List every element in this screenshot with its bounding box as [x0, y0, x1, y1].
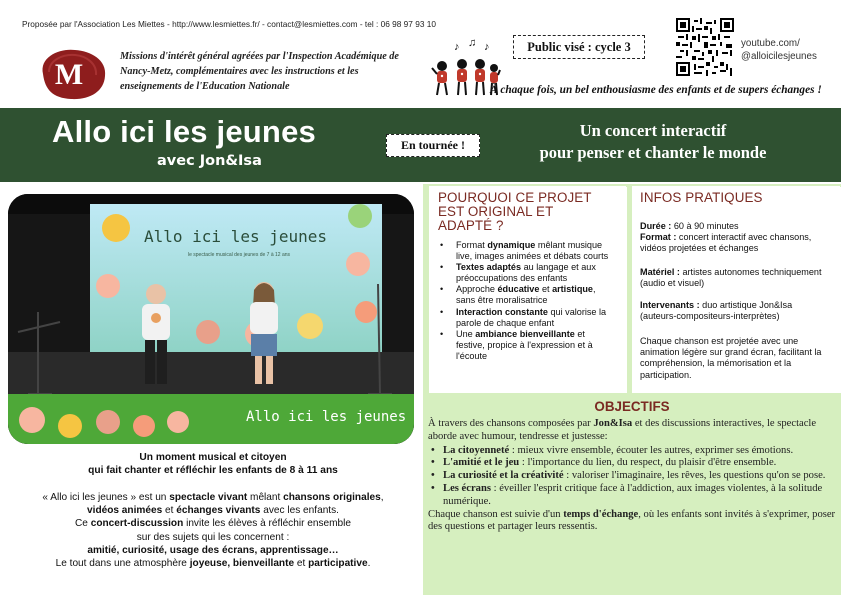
qr-code-icon	[676, 18, 734, 76]
screen-subtitle: le spectacle musical des jeunes de 7 à 12 ans	[188, 252, 291, 258]
item-text: au langage et aux préoccupations des enfants	[456, 262, 596, 284]
front-banner-text: Allo ici les jeunes	[246, 409, 407, 425]
infos-heading: INFOS PRATIQUES	[640, 190, 763, 205]
concert-line-1: Un concert interactif	[579, 121, 727, 140]
format-value: concert interactif avec chansons, vidéos projetées et échanges	[640, 232, 812, 254]
pitch-p4: sur des sujets qui les concernent :	[136, 531, 290, 543]
pitch-p2-a: vidéos animées	[87, 505, 163, 517]
pitch-p6-e: .	[367, 558, 371, 570]
tagline: À chaque fois, un bel enthousiasme des enfants et de supers échanges !	[490, 84, 822, 96]
svg-text:♪: ♪	[454, 41, 460, 53]
objectif-label: La curiosité et la créativité	[443, 470, 564, 482]
pitch-p6-b: joyeuse, bienveillante	[189, 558, 295, 570]
duree-label: Durée :	[640, 221, 672, 231]
item-bold: Interaction constante	[456, 306, 548, 317]
tour-badge: En tournée !	[386, 134, 480, 157]
list-item	[440, 240, 612, 262]
show-title: Allo ici les jeunes	[52, 114, 316, 149]
pitch-p6	[10, 557, 416, 570]
pitch-p6-a: Le tout dans une atmosphère	[55, 558, 190, 570]
contact-line: Proposée par l'Association Les Miettes - http://www.lesmiettes.fr/ - contact@lesmiettes.com - tel : 06 98 97 93 10	[22, 19, 436, 29]
stage-photo	[8, 194, 414, 444]
objectif-text: : éveiller l'esprit critique face à l'addiction, aux images violentes, à la solitude numérique.	[443, 482, 823, 507]
item-text: , sans être moralisatrice	[456, 284, 596, 306]
objectif-text: : mieux vivre ensemble, écouter les autres, exprimer ses émotions.	[509, 444, 794, 456]
pitch-p1	[10, 491, 416, 504]
item-text: mêlant musique live, images animées et débats courts	[456, 240, 609, 262]
intro-a: À travers des chansons composées par	[428, 418, 594, 429]
pitch-p5	[10, 544, 416, 557]
pitch-p2-d: avec les enfants.	[260, 505, 339, 517]
item-bold: éducative	[497, 284, 540, 295]
item-bold: dynamique	[487, 240, 536, 250]
infos-format	[640, 232, 830, 254]
intervenants-value: duo artistique Jon&Isa (auteurs-compositeurs-interprètes)	[640, 300, 793, 322]
concert-line-2: pour penser et chanter le monde	[539, 143, 767, 162]
outro-a: Chaque chanson est suivie d'un	[428, 508, 564, 520]
public-badge: Public visé : cycle 3	[513, 35, 645, 59]
list-item	[428, 483, 838, 509]
list-item	[428, 457, 838, 470]
youtube-link[interactable]	[741, 38, 817, 63]
infos-materiel	[640, 267, 830, 289]
intro-b: Jon&Isa	[593, 418, 633, 429]
infos-intervenants	[640, 300, 830, 322]
list-item	[440, 284, 612, 306]
materiel-value: artistes autonomes techniquement (audio et visuel)	[640, 267, 822, 289]
pitch-p1-c: mêlant	[247, 492, 284, 503]
pitch-p1-d: chansons originales	[283, 492, 381, 503]
logo-blob-icon	[31, 46, 109, 102]
stage-scene-illustration	[8, 194, 414, 444]
list-item	[428, 445, 838, 458]
item-bold: artistique	[552, 284, 593, 295]
objectifs-body	[428, 418, 838, 534]
missions-text: Missions d'intérêt général agréées par l'Inspection Académique de Nancy-Metz, complémentaires avec les instructions et les enseignements de l'Education Nationale	[120, 51, 399, 92]
youtube-line-1: youtube.com/	[741, 38, 800, 49]
item-text: qui valorise la parole de chaque enfant	[456, 306, 607, 328]
item-bold: ambiance bienveillante	[475, 328, 575, 339]
svg-text:♫: ♫	[468, 38, 477, 49]
pourquoi-list	[440, 240, 612, 362]
svg-text:♪: ♪	[484, 41, 490, 53]
objectif-text: : l'importance du lien, du respect, du plaisir d'être ensemble.	[519, 457, 777, 469]
infos-duree-format	[640, 221, 830, 255]
pitch-p2	[10, 504, 416, 517]
pitch-line-2: qui fait chanter et réfléchir les enfants de 8 à 11 ans	[88, 465, 338, 476]
screen-title: Allo ici les jeunes	[144, 227, 328, 246]
pitch-p3	[10, 517, 416, 530]
item-text: Une	[456, 328, 476, 339]
list-item	[440, 307, 612, 329]
list-item	[440, 329, 612, 362]
list-item	[428, 470, 838, 483]
pitch-p5-text: amitié, curiosité, usage des écrans, apprentissage…	[87, 544, 339, 556]
format-label: Format :	[640, 232, 677, 243]
item-text: et	[539, 284, 553, 295]
objectifs-outro	[428, 509, 838, 535]
objectif-label: L'amitié et le jeu	[443, 457, 520, 469]
list-item	[440, 262, 612, 284]
pitch-p1-b: spectacle vivant	[169, 492, 248, 503]
outro-c: , où les enfants sont invités à s'exprimer, poser des questions et partager leurs ressentis.	[428, 508, 836, 533]
pitch-p2-c: échanges vivants	[176, 505, 261, 517]
pitch-p6-d: participative	[308, 558, 368, 570]
pitch-p1-a: « Allo ici les jeunes » est un	[42, 492, 170, 503]
qr-code[interactable]	[676, 18, 734, 76]
objectifs-list	[428, 445, 838, 509]
intro-c: et des discussions interactives, le spectacle aborde avec humour, tendresse et justesse:	[428, 418, 817, 442]
item-bold: Textes adaptés	[456, 262, 522, 273]
logo-letter: M	[54, 58, 84, 91]
association-logo	[31, 46, 109, 102]
objectif-text: : valoriser l'imaginaire, les rêves, les questions qu'on se pose.	[563, 470, 826, 482]
objectifs-intro	[428, 418, 838, 444]
item-text: Format	[456, 240, 488, 250]
pitch-line-1: Un moment musical et citoyen	[139, 452, 287, 463]
objectif-label: Les écrans	[443, 482, 491, 494]
concert-headline	[498, 120, 808, 164]
objectifs-heading: OBJECTIFS	[594, 399, 670, 414]
outro-b: temps d'échange	[563, 508, 639, 520]
pitch-p6-c: et	[294, 558, 309, 570]
materiel-label: Matériel :	[640, 267, 680, 277]
pourquoi-heading: POURQUOI CE PROJET EST ORIGINAL ET ADAPTÉ ?	[438, 190, 592, 233]
infos-duree	[640, 221, 830, 232]
pitch-p1-e: ,	[380, 492, 384, 503]
pitch-p3-b: concert-discussion	[90, 518, 184, 530]
show-subtitle: avec Jon&Isa	[157, 153, 262, 169]
pitch-headline	[10, 451, 416, 477]
intervenants-label: Intervenants :	[640, 300, 700, 310]
pitch-body	[10, 491, 416, 570]
objectif-label: La citoyenneté	[443, 444, 510, 456]
duree-value: 60 à 90 minutes	[671, 221, 739, 231]
pitch-p2-b: et	[162, 505, 177, 517]
pitch-p3-c: invite les élèves à réfléchir ensemble	[183, 518, 352, 530]
item-text: Approche	[456, 284, 498, 295]
item-text: et festive, propice à l'expression et à l'écoute	[456, 328, 593, 361]
pitch-p3-a: Ce	[74, 518, 91, 530]
infos-note: Chaque chanson est projetée avec une animation légère sur grand écran, facilitant la compréhension, la mémorisation et la participation.	[640, 336, 822, 380]
youtube-line-2: @alloicilesjeunes	[741, 50, 817, 62]
